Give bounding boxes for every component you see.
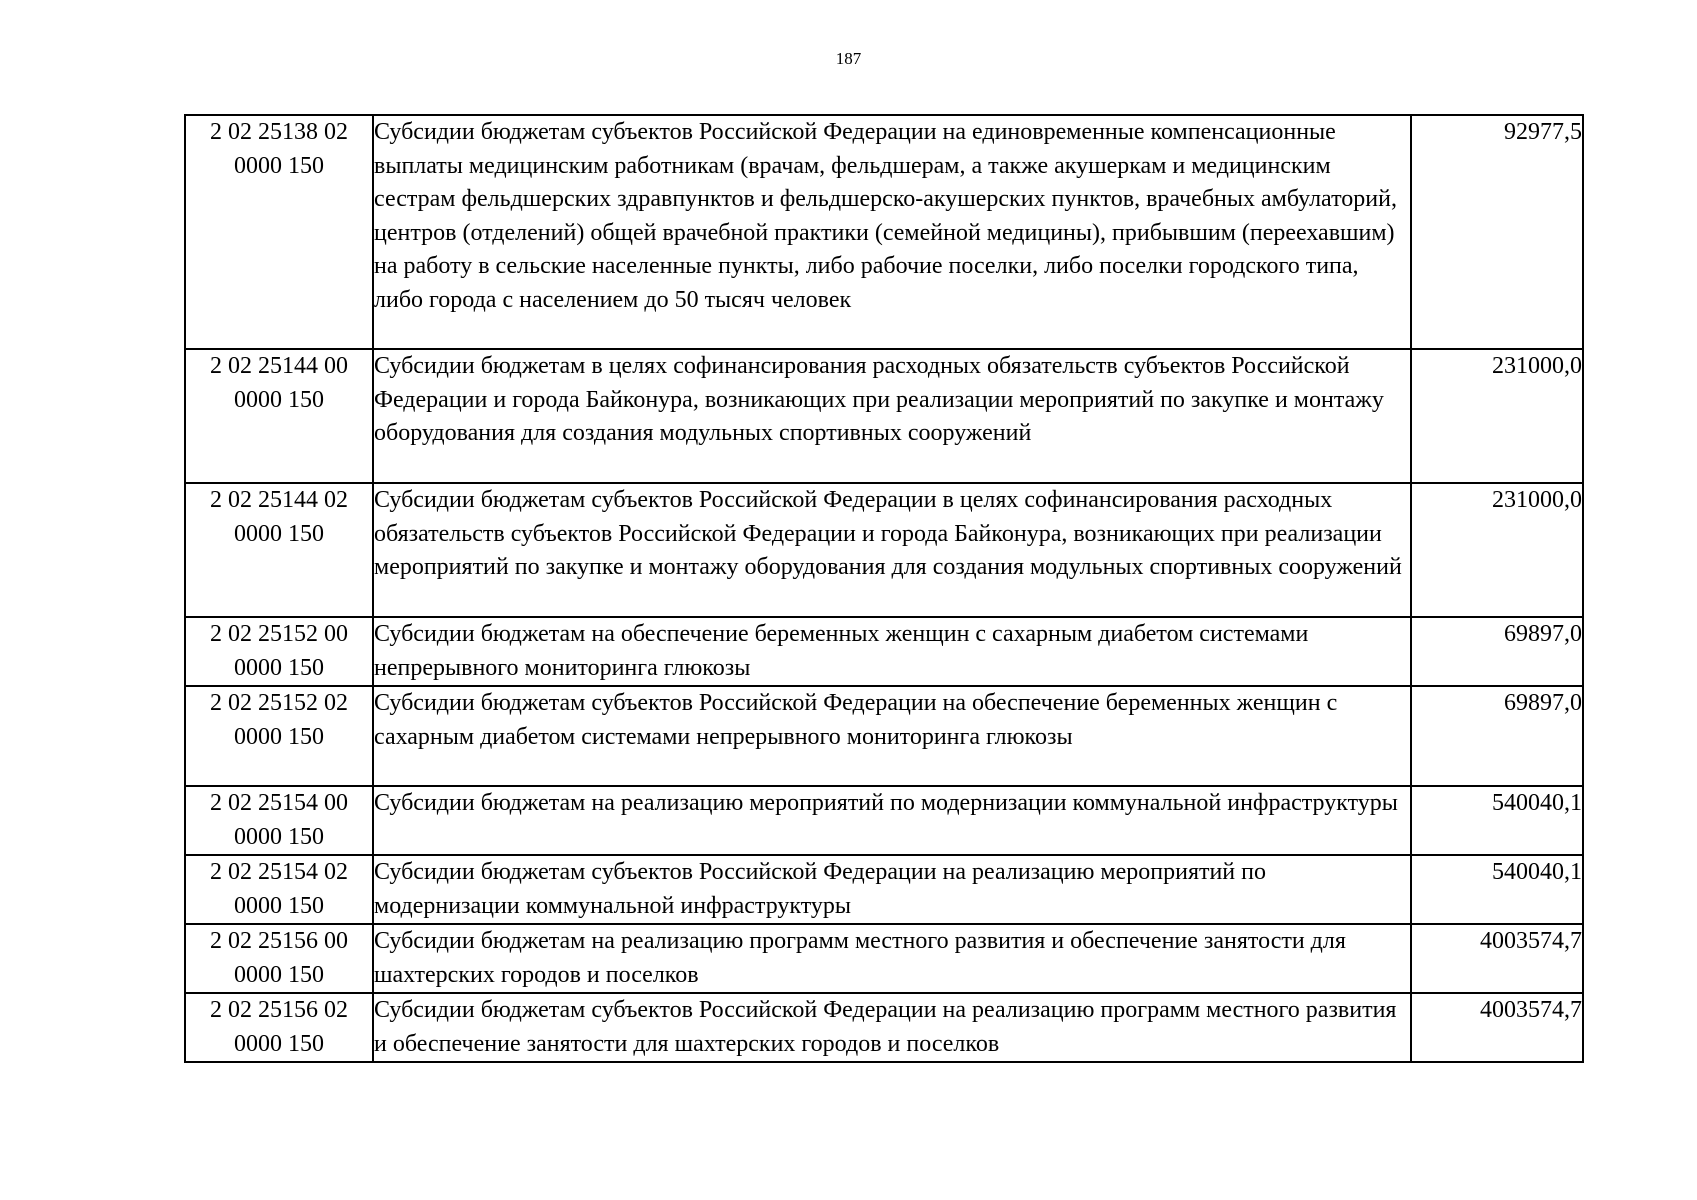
income-name-cell: Субсидии бюджетам субъектов Российской Федерации на обеспечение беременных женщин с сахарным диабетом системами непрерывного мониторинга глюкозы (373, 686, 1411, 786)
table-row (185, 349, 1583, 483)
budget-code-part2: 0000 150 (234, 654, 324, 681)
budget-code-cell (185, 115, 373, 349)
amount-cell: 231000,0 (1411, 349, 1583, 483)
income-name-cell: Субсидии бюджетам субъектов Российской Федерации на реализацию программ местного развития и обеспечение занятости для шахтерских городов и поселков (373, 993, 1411, 1062)
table-row (185, 686, 1583, 786)
budget-code-part1: 2 02 25152 00 (210, 621, 348, 647)
table-row (185, 617, 1583, 686)
income-name-cell: Субсидии бюджетам на обеспечение беременных женщин с сахарным диабетом системами непрерывного мониторинга глюкозы (373, 617, 1411, 686)
amount-cell: 540040,1 (1411, 786, 1583, 855)
budget-code-cell (185, 349, 373, 483)
table-row (185, 924, 1583, 993)
budget-table-body (185, 115, 1583, 1062)
amount-cell: 69897,0 (1411, 686, 1583, 786)
income-name-cell: Субсидии бюджетам на реализацию мероприятий по модернизации коммунальной инфраструктуры (373, 786, 1411, 855)
budget-code-part2: 0000 150 (234, 520, 324, 547)
amount-cell: 540040,1 (1411, 855, 1583, 924)
budget-code-cell (185, 617, 373, 686)
budget-code-part1: 2 02 25138 02 (210, 119, 348, 145)
budget-code-part1: 2 02 25154 02 (210, 859, 348, 885)
amount-cell: 92977,5 (1411, 115, 1583, 349)
budget-code-part2: 0000 150 (234, 823, 324, 850)
amount-cell: 231000,0 (1411, 483, 1583, 617)
budget-code-part1: 2 02 25156 02 (210, 997, 348, 1023)
budget-code-cell (185, 924, 373, 993)
budget-code-part2: 0000 150 (234, 961, 324, 988)
budget-code-part2: 0000 150 (234, 152, 324, 179)
table-row (185, 483, 1583, 617)
budget-code-cell (185, 483, 373, 617)
budget-code-part1: 2 02 25152 02 (210, 690, 348, 716)
income-name-cell: Субсидии бюджетам на реализацию программ местного развития и обеспечение занятости для шахтерских городов и поселков (373, 924, 1411, 993)
budget-code-cell (185, 855, 373, 924)
budget-code-part1: 2 02 25144 00 (210, 353, 348, 379)
income-name-cell: Субсидии бюджетам в целях софинансирования расходных обязательств субъектов Российской Федерации и города Байконура, возникающих при реализации мероприятий по закупке и монтажу оборудования для создания модульных спортивных сооружений (373, 349, 1411, 483)
budget-code-part2: 0000 150 (234, 723, 324, 750)
income-name-cell: Субсидии бюджетам субъектов Российской Федерации в целях софинансирования расходных обязательств субъектов Российской Федерации и города Байконура, возникающих при реализации мероприятий по закупке и монтажу оборудования для создания модульных спортивных сооружений (373, 483, 1411, 617)
income-name-cell: Субсидии бюджетам субъектов Российской Федерации на единовременные компенсационные выплаты медицинским работникам (врачам, фельдшерам, а также акушеркам и медицинским сестрам фельдшерских здравпунктов и фельдшерско-акушерских пунктов, врачебных амбулаторий, центров (отделений) общей врачебной практики (семейной медицины), прибывшим (переехавшим) на работу в сельские населенные пункты, либо рабочие поселки, либо поселки городского типа, либо города с населением до 50 тысяч человек (373, 115, 1411, 349)
amount-cell: 69897,0 (1411, 617, 1583, 686)
budget-code-cell (185, 686, 373, 786)
page-number: 187 (835, 49, 862, 68)
budget-table (184, 114, 1584, 1063)
budget-code-part1: 2 02 25144 02 (210, 487, 348, 513)
budget-code-cell (185, 993, 373, 1062)
amount-cell: 4003574,7 (1411, 993, 1583, 1062)
budget-code-part2: 0000 150 (234, 892, 324, 919)
table-row (185, 115, 1583, 349)
income-name-cell: Субсидии бюджетам субъектов Российской Федерации на реализацию мероприятий по модернизации коммунальной инфраструктуры (373, 855, 1411, 924)
budget-code-part1: 2 02 25156 00 (210, 928, 348, 954)
budget-code-part2: 0000 150 (234, 1030, 324, 1057)
table-row (185, 993, 1583, 1062)
amount-cell: 4003574,7 (1411, 924, 1583, 993)
table-row (185, 855, 1583, 924)
budget-code-cell (185, 786, 373, 855)
table-row (185, 786, 1583, 855)
budget-code-part1: 2 02 25154 00 (210, 790, 348, 816)
budget-code-part2: 0000 150 (234, 386, 324, 413)
